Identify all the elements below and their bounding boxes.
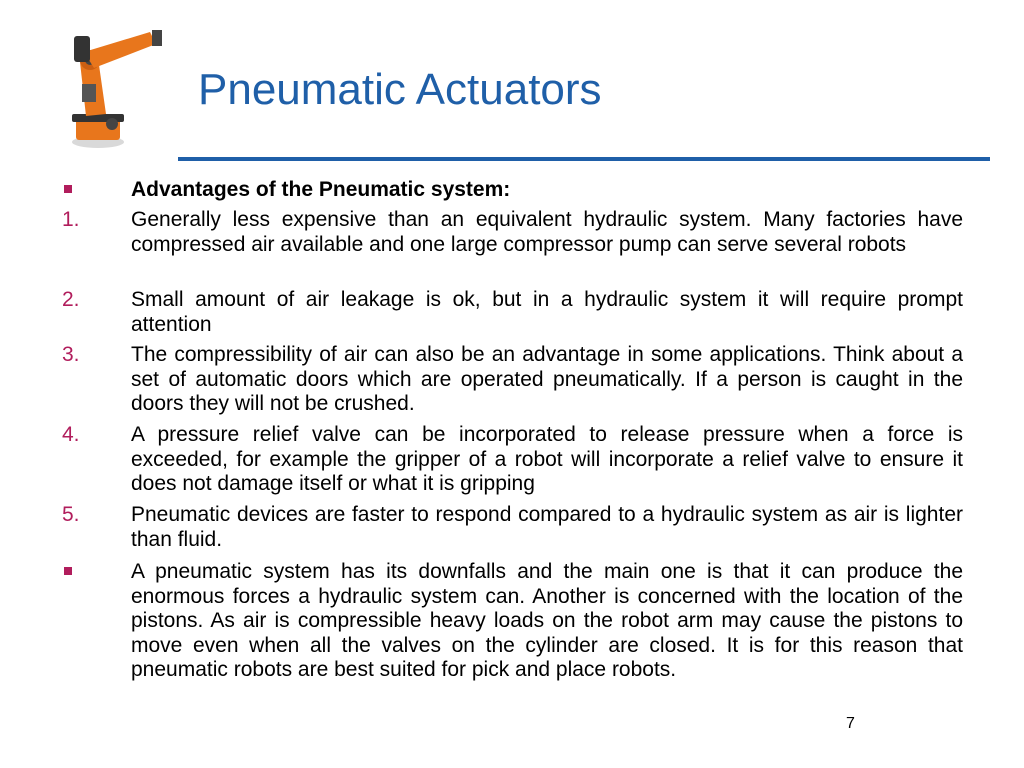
item-number: 2. [62, 288, 80, 311]
bullet-square-icon [64, 185, 72, 193]
item-text: Generally less expensive than an equivalent hydraulic system. Many factories have compressed air available and one large compressor pump can serve several robots [131, 208, 963, 256]
bullet-square-icon [64, 567, 72, 575]
slide-title: Pneumatic Actuators [198, 65, 602, 114]
item-text: Pneumatic devices are faster to respond compared to a hydraulic system as air is lighter than fluid. [131, 503, 963, 551]
title-underline [178, 157, 990, 161]
item-text: Small amount of air leakage is ok, but in a hydraulic system it will require prompt attention [131, 288, 963, 336]
industrial-robot-arm-icon [60, 22, 172, 150]
page-number: 7 [846, 715, 855, 732]
advantages-heading: Advantages of the Pneumatic system: [131, 178, 511, 201]
downfalls-text: A pneumatic system has its downfalls and the main one is that it can produce the enormous forces a hydraulic system can. Another is concerned with the location of the pistons. As air is compressible heavy loads on the robot arm may cause the pistons to move even when all the valves on the cylinder are closed. It is for this reason that pneumatic robots are best suited for pick and place robots. [131, 560, 963, 681]
item-number: 1. [62, 208, 80, 231]
item-number: 5. [62, 503, 80, 526]
item-number: 4. [62, 423, 80, 446]
item-number: 3. [62, 343, 80, 366]
item-text: A pressure relief valve can be incorporated to release pressure when a force is exceeded, for example the gripper of a robot will incorporate a relief valve to ensure it does not damage itself or what it is gripping [131, 423, 963, 495]
item-text: The compressibility of air can also be an advantage in some applications. Think about a set of automatic doors which are operated pneumatically. If a person is caught in the doors they will not be crushed. [131, 343, 963, 415]
